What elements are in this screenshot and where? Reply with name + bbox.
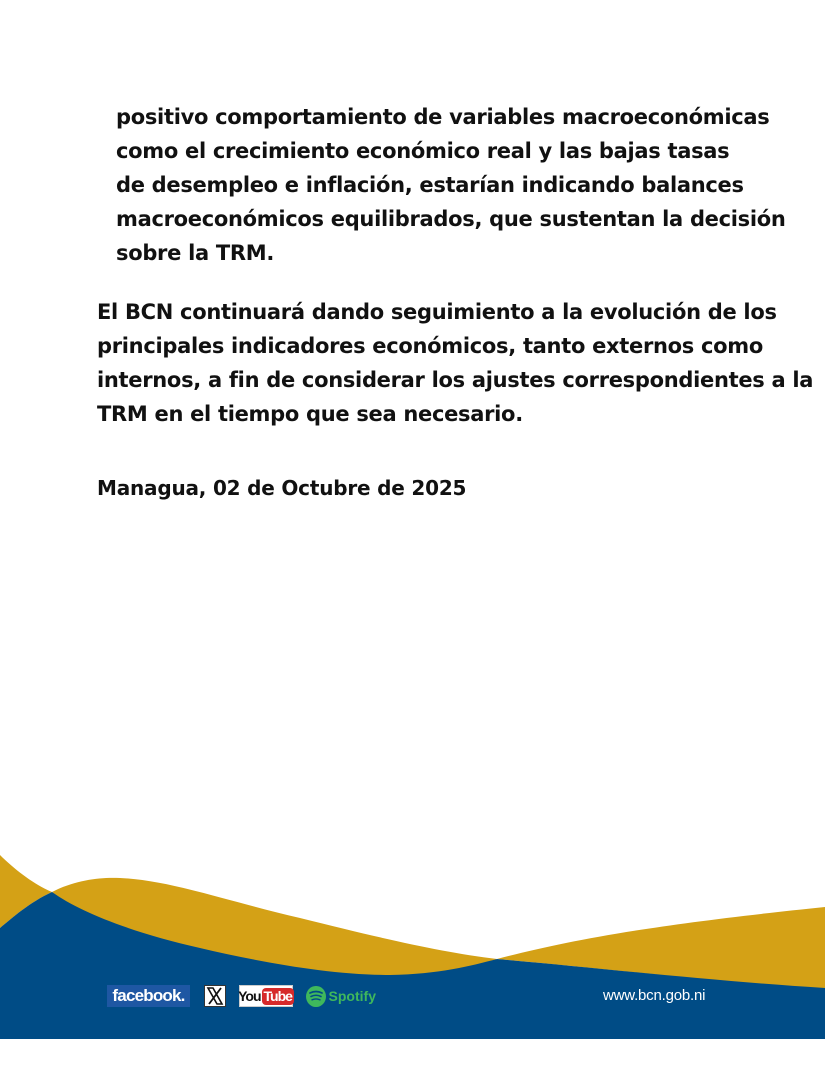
paragraph-line: positivo comportamiento de variables macroeconómicas bbox=[116, 105, 770, 129]
spotify-icon bbox=[306, 986, 326, 1007]
paragraph-line: El BCN continuará dando seguimiento a la evolución de los bbox=[97, 300, 777, 324]
paragraph-line: macroeconómicos equilibrados, que sustentan la decisión bbox=[116, 207, 786, 231]
facebook-link[interactable] bbox=[107, 985, 190, 1007]
x-link[interactable] bbox=[204, 985, 226, 1007]
paragraph-bcn-followup bbox=[97, 295, 814, 431]
paragraph-line: principales indicadores económicos, tanto externos como bbox=[97, 334, 763, 358]
footer-wave-decoration bbox=[0, 840, 825, 1040]
youtube-icon-you: You bbox=[238, 988, 261, 1004]
facebook-icon: facebook. bbox=[112, 986, 185, 1005]
youtube-icon-tube: Tube bbox=[263, 987, 292, 1004]
x-icon bbox=[206, 987, 224, 1005]
paragraph-line: como el crecimiento económico real y las bajas tasas bbox=[116, 139, 730, 163]
paragraph-line: sobre la TRM. bbox=[116, 241, 275, 265]
spotify-label: Spotify bbox=[328, 988, 376, 1004]
website-link[interactable]: www.bcn.gob.ni bbox=[603, 987, 706, 1004]
paragraph-line: internos, a fin de considerar los ajustes correspondientes a la bbox=[97, 368, 814, 392]
youtube-link[interactable] bbox=[239, 985, 293, 1007]
paragraph-line: de desempleo e inflación, estarían indicando balances bbox=[116, 173, 744, 197]
paragraph-line: TRM en el tiempo que sea necesario. bbox=[97, 402, 523, 426]
dateline: Managua, 02 de Octubre de 2025 bbox=[97, 476, 467, 500]
spotify-link[interactable] bbox=[306, 985, 376, 1007]
paragraph-continuation bbox=[116, 100, 786, 270]
